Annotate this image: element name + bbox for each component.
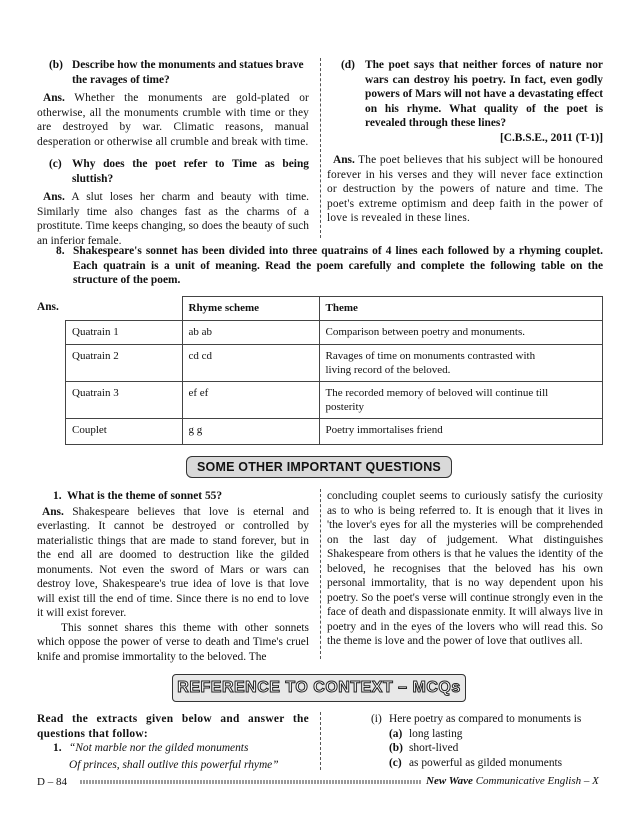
mcq-option-text: short-lived	[409, 742, 459, 754]
question-number: 8.	[56, 245, 65, 257]
question-label: (b)	[49, 59, 63, 71]
rhyme-structure-table	[65, 296, 603, 445]
question-text: Why does the poet refer to Time as being sluttish?	[72, 158, 309, 185]
table-header-cell: Rhyme scheme	[182, 297, 319, 321]
mcq-left-column	[37, 712, 309, 772]
answer-paragraph-3: concluding couplet seems to curiously satisfy the curiosity as to who is being referred to. It is enough that it lives in 'the lover's eyes for all the mysteries will be comprehended on the last day of judgement. What distinguishes Shakespeare from others is that he values the identity of the beloved, he recognises that the beloved has his own personal immortality, that is no way dependent upon his poetry. So the poet's verse will continue strongly even in the face of death and dispassionate enmity. It will always live in poetry and in the eyes of the lovers who will read this. So the theme is love and the power of love that outlives all.	[327, 490, 603, 647]
table-cell-theme: Ravages of time on monuments contrasted with living record of the beloved.	[319, 345, 603, 382]
question-1	[37, 489, 309, 504]
table-header-cell	[66, 297, 183, 321]
mcq-option-label: (b)	[389, 742, 403, 754]
answer-c	[37, 190, 309, 248]
answer-label: Ans.	[333, 154, 355, 166]
table-cell-rhyme: g g	[182, 419, 319, 445]
table-cell-rhyme: ef ef	[182, 382, 319, 419]
mcq-option-text: as powerful as gilded monuments	[409, 756, 563, 769]
question-c	[37, 157, 309, 186]
mcq-option-label: (a)	[389, 727, 403, 740]
mcq-option-label: (c)	[389, 756, 402, 769]
mcq-question-label: (i)	[371, 713, 382, 725]
page-number: D – 84	[37, 776, 67, 788]
question-b	[37, 58, 309, 87]
question-text: What is the theme of sonnet 55?	[67, 490, 223, 502]
brand-name: New Wave	[426, 775, 473, 787]
extract-line: Of princes, shall outlive this powerful rhyme”	[69, 758, 279, 771]
answer-label: Ans.	[37, 301, 59, 313]
table-header-cell: Theme	[319, 297, 603, 321]
question-text: Shakespeare's sonnet has been divided into three quatrains of 4 lines each followed by a rhyming couplet. Each quatrain is a unit of meaning. Read the poem carefully and complete the following table on the structure of the poem.	[73, 245, 603, 286]
answer-text: Shakespeare believes that love is eternal and everlasting. It cannot be destroyed or controlled by materialistic things that are made to stand forever, but in the end all are doomed to destruction like the gilded monuments. Not even the sword of Mars or wars can destroy love, Shakespeare's true idea of love is that love will exist till the end of time. Since there is no end to love it will exist forever.	[37, 505, 309, 619]
table-row	[66, 345, 603, 382]
important-left-column	[37, 489, 309, 664]
mcq-question-i	[327, 712, 603, 727]
table-header-row	[66, 297, 603, 321]
question-reference: [C.B.S.E., 2011 (T-1)]	[499, 131, 603, 144]
answer-label: Ans.	[43, 92, 65, 104]
table-cell-rhyme: cd cd	[182, 345, 319, 382]
mcq-right-column	[327, 712, 603, 770]
table-cell-theme: Comparison between poetry and monuments.	[319, 321, 603, 345]
table-row	[66, 382, 603, 419]
question-label: (d)	[341, 59, 355, 71]
table-cell-part: Quatrain 2	[66, 345, 183, 382]
answer-text: A slut loses her charm and beauty with time. Similarly time also changes fast as the charms of a prostitute. Time keeps changing, so does the beauty of such an inferior female.	[37, 191, 310, 247]
extract-number: 1.	[53, 742, 62, 754]
mcq-option	[327, 741, 603, 756]
section-banner-important-questions: SOME OTHER IMPORTANT QUESTIONS	[186, 456, 452, 478]
question-number: 1.	[53, 490, 62, 502]
important-right-column	[327, 489, 603, 649]
column-divider	[320, 58, 321, 238]
table-cell-theme: The recorded memory of beloved will continue till posterity	[319, 382, 603, 419]
table-cell-rhyme: ab ab	[182, 321, 319, 345]
question-label: (c)	[49, 158, 62, 170]
question-8	[56, 244, 603, 288]
mcq-option	[327, 727, 603, 742]
question-text: Describe how the monuments and statues brave the ravages of time?	[72, 59, 304, 86]
answer-label: Ans.	[43, 191, 65, 203]
question-text: The poet says that neither forces of nature nor wars can destroy his poetry. In fact, even godly powers of Mars will not have a devastating effect on his rhyme. What quality of the poet is revealed through these lines?	[365, 59, 603, 129]
answer-text: The poet believes that his subject will be honoured forever in his verses and they will never face extinction or destruction by the powers of nature and time. The poet's extreme optimism and deep faith in the power of love is revealed in these lines.	[327, 154, 603, 224]
answer-d	[327, 153, 603, 226]
extract-1	[37, 741, 309, 756]
answer-label: Ans.	[42, 505, 64, 518]
column-divider	[320, 489, 321, 659]
answer-paragraph-2: This sonnet shares this theme with other sonnets which oppose the power of verse to death and Time's cruel knife and promise immortality to the beloved. The	[37, 621, 309, 663]
mcq-option-text: long lasting	[409, 727, 463, 740]
table-cell-part: Quatrain 1	[66, 321, 183, 345]
answer-paragraph-1	[37, 505, 309, 621]
table-cell-part: Quatrain 3	[66, 382, 183, 419]
table-row	[66, 321, 603, 345]
book-name: Communicative English – X	[475, 775, 599, 787]
table-cell-theme: Poetry immortalises friend	[319, 419, 603, 445]
left-column-top	[37, 58, 309, 248]
mcq-option	[327, 756, 603, 771]
footer-rule	[80, 780, 422, 784]
extract-line: “Not marble nor the gilded monuments	[69, 742, 249, 754]
question-d	[327, 58, 603, 131]
answer-text: Whether the monuments are gold-plated or otherwise, all the monuments crumble with time or they are destroyed by war. Climatic reasons, manual desperation or otherwise all crumble and break with time.	[37, 92, 309, 148]
footer-title	[426, 774, 599, 789]
section-banner-reference-to-context: REFERENCE TO CONTEXT – MCQs	[172, 674, 466, 702]
column-divider	[320, 712, 321, 770]
table-row	[66, 419, 603, 445]
mcq-intro: Read the extracts given below and answer the questions that follow:	[37, 713, 309, 740]
answer-b	[37, 91, 309, 149]
mcq-question-text: Here poetry as compared to monuments is	[389, 713, 582, 725]
right-column-top	[327, 58, 603, 226]
table-cell-part: Couplet	[66, 419, 183, 445]
